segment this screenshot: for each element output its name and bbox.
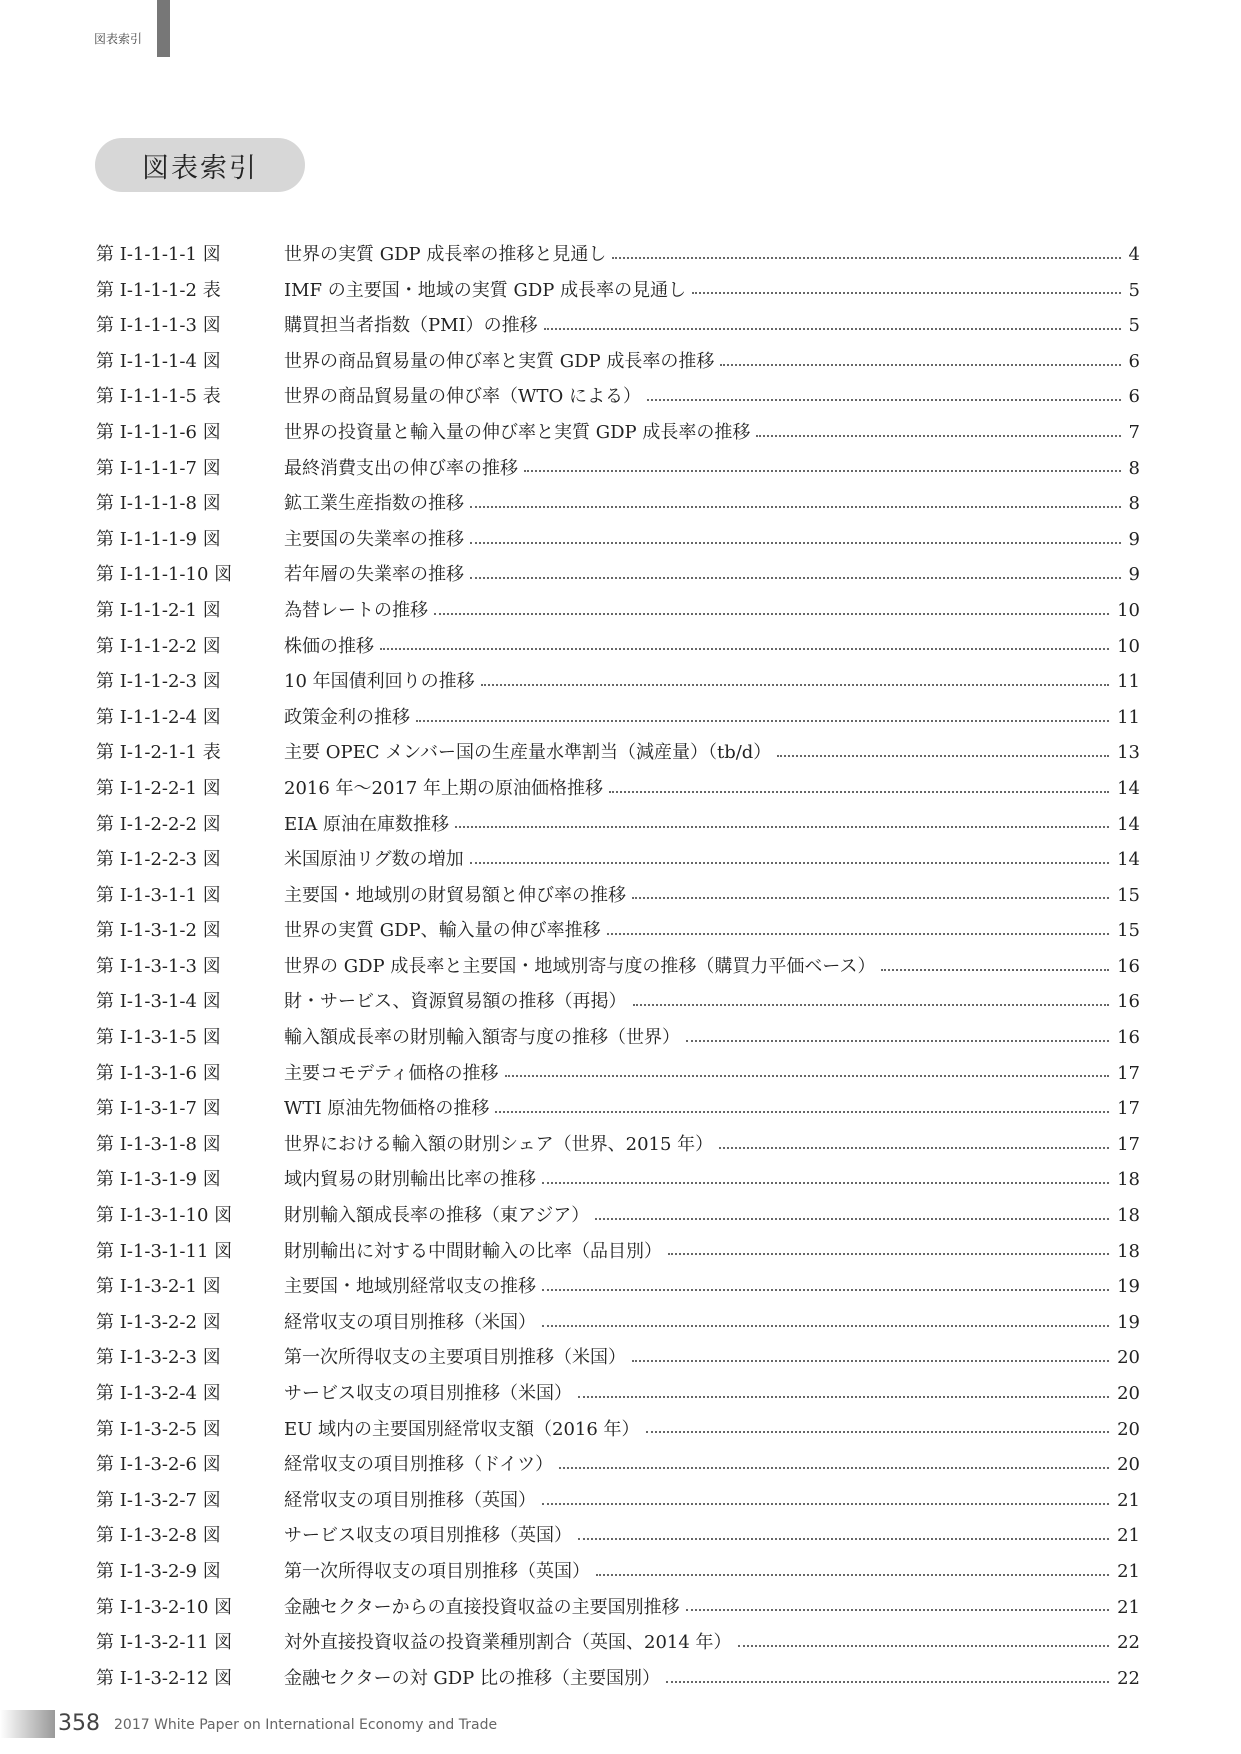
entry-title: 為替レートの推移: [284, 599, 428, 621]
entry-page: 4: [1128, 244, 1140, 265]
entry-page: 18: [1117, 1169, 1140, 1191]
dot-leader: [542, 1325, 1109, 1327]
entry-page: 9: [1128, 528, 1140, 550]
entry-page: 14: [1117, 777, 1140, 799]
running-head: 図表索引: [94, 32, 143, 46]
entry-number: 第 I-1-3-2-2 図: [96, 1311, 221, 1333]
entry-title: 経常収支の項目別推移（英国）: [284, 1489, 536, 1511]
dot-leader: [612, 257, 1120, 259]
entry-title: 輸入額成長率の財別輸入額寄与度の推移（世界）: [284, 1027, 680, 1049]
index-entry: [96, 842, 1140, 878]
entry-page: 14: [1117, 813, 1140, 835]
index-entry: [96, 913, 1140, 949]
index-entry: [96, 1269, 1140, 1305]
dot-leader: [481, 684, 1109, 686]
dot-leader: [686, 1040, 1109, 1042]
entry-title: 世界の商品貿易量の伸び率（WTO による）: [284, 386, 641, 408]
index-entry: [96, 451, 1140, 487]
entry-page: 19: [1117, 1311, 1140, 1333]
entry-number: 第 I-1-3-2-1 図: [96, 1276, 221, 1298]
index-entry: [96, 1447, 1140, 1483]
index-entry: [96, 629, 1140, 665]
entry-title: 10 年国債利回りの推移: [284, 671, 475, 693]
dot-leader: [756, 435, 1120, 437]
dot-leader: [505, 1075, 1110, 1077]
entry-title: 第一次所得収支の項目別推移（英国）: [284, 1560, 590, 1582]
entry-number: 第 I-1-1-2-3 図: [96, 671, 221, 693]
dot-leader: [542, 1289, 1109, 1291]
index-entry: [96, 807, 1140, 843]
entry-title: 金融セクターからの直接投資収益の主要国別推移: [284, 1596, 680, 1618]
entry-number: 第 I-1-1-1-10 図: [96, 564, 233, 586]
dot-leader: [380, 648, 1109, 650]
entry-page: 16: [1117, 991, 1140, 1013]
index-entry: [96, 1661, 1140, 1697]
entry-title: 域内貿易の財別輸出比率の推移: [284, 1169, 536, 1191]
entry-title: 世界の GDP 成長率と主要国・地域別寄与度の推移（購買力平価ベース）: [284, 955, 876, 977]
dot-leader: [881, 969, 1109, 971]
dot-leader: [609, 791, 1109, 793]
entry-title: 米国原油リグ数の増加: [284, 849, 464, 871]
entry-number: 第 I-1-3-2-8 図: [96, 1525, 221, 1547]
entry-title: サービス収支の項目別推移（米国）: [284, 1383, 572, 1404]
dot-leader: [632, 897, 1109, 899]
entry-title: EIA 原油在庫数推移: [284, 813, 449, 835]
index-entry: [96, 1056, 1140, 1092]
entry-number: 第 I-1-1-2-4 図: [96, 706, 221, 728]
entry-title: WTI 原油先物価格の推移: [284, 1098, 490, 1120]
entry-page: 17: [1117, 1062, 1140, 1084]
dot-leader: [455, 826, 1109, 828]
entry-title: 金融セクターの対 GDP 比の推移（主要国別）: [284, 1667, 661, 1689]
dot-leader: [666, 1681, 1109, 1683]
entry-page: 18: [1117, 1240, 1140, 1262]
entry-page: 8: [1128, 493, 1140, 515]
index-entry: [96, 415, 1140, 451]
entry-page: 22: [1117, 1632, 1140, 1654]
dot-leader: [578, 1396, 1109, 1398]
entry-number: 第 I-1-1-1-4 図: [96, 350, 221, 372]
index-entry: [96, 1554, 1140, 1590]
entry-page: 20: [1117, 1347, 1140, 1369]
entry-title: 第一次所得収支の主要項目別推移（米国）: [284, 1347, 626, 1369]
dot-leader: [668, 1253, 1109, 1255]
entry-page: 20: [1117, 1418, 1140, 1440]
entry-title: 鉱工業生産指数の推移: [284, 493, 464, 515]
entry-number: 第 I-1-3-1-5 図: [96, 1027, 221, 1049]
entry-page: 15: [1117, 884, 1140, 906]
index-entry: [96, 1340, 1140, 1376]
entry-number: 第 I-1-3-2-12 図: [96, 1667, 233, 1689]
header-bar: [157, 0, 170, 57]
figure-index-list: [96, 237, 1140, 1696]
entry-title: 最終消費支出の伸び率の推移: [284, 457, 518, 479]
dot-leader: [633, 1004, 1110, 1006]
entry-number: 第 I-1-3-2-10 図: [96, 1596, 233, 1618]
index-entry: [96, 1198, 1140, 1234]
entry-number: 第 I-1-1-1-7 図: [96, 457, 221, 479]
dot-leader: [470, 506, 1121, 508]
index-entry: [96, 486, 1140, 522]
entry-number: 第 I-1-1-1-9 図: [96, 528, 221, 550]
entry-title: 主要国の失業率の推移: [284, 528, 464, 550]
entry-page: 11: [1117, 671, 1140, 693]
entry-page: 6: [1128, 386, 1140, 408]
index-entry: [96, 735, 1140, 771]
dot-leader: [646, 1431, 1110, 1433]
entry-page: 20: [1117, 1454, 1140, 1476]
dot-leader: [686, 1609, 1109, 1611]
entry-number: 第 I-1-3-2-11 図: [96, 1632, 233, 1654]
entry-page: 11: [1117, 706, 1140, 728]
index-entry: [96, 1091, 1140, 1127]
dot-leader: [738, 1645, 1110, 1647]
index-entry: [96, 593, 1140, 629]
entry-title: 財・サービス、資源貿易額の推移（再掲）: [284, 991, 627, 1013]
index-entry: [96, 344, 1140, 380]
index-entry: [96, 1483, 1140, 1519]
entry-title: EU 域内の主要国別経常収支額（2016 年）: [284, 1418, 640, 1440]
entry-title: 購買担当者指数（PMI）の推移: [284, 315, 538, 337]
entry-number: 第 I-1-1-1-5 表: [96, 386, 221, 408]
index-entry: [96, 878, 1140, 914]
entry-number: 第 I-1-1-1-3 図: [96, 315, 221, 337]
entry-page: 21: [1117, 1489, 1140, 1511]
entry-page: 10: [1117, 635, 1140, 657]
entry-page: 18: [1117, 1205, 1140, 1227]
entry-page: 5: [1128, 279, 1140, 301]
index-entry: [96, 984, 1140, 1020]
entry-number: 第 I-1-3-1-3 図: [96, 955, 221, 977]
entry-number: 第 I-1-3-1-11 図: [96, 1240, 233, 1262]
entry-number: 第 I-1-3-2-5 図: [96, 1418, 221, 1440]
entry-page: 5: [1128, 315, 1140, 337]
index-entry: [96, 664, 1140, 700]
entry-number: 第 I-1-3-1-6 図: [96, 1062, 221, 1084]
entry-number: 第 I-1-2-2-3 図: [96, 849, 221, 871]
entry-page: 19: [1117, 1276, 1140, 1298]
dot-leader: [777, 755, 1109, 757]
dot-leader: [542, 1182, 1109, 1184]
entry-page: 21: [1117, 1560, 1140, 1582]
entry-page: 16: [1117, 955, 1140, 977]
entry-number: 第 I-1-3-2-7 図: [96, 1489, 221, 1511]
entry-page: 20: [1117, 1383, 1140, 1404]
entry-number: 第 I-1-1-1-6 図: [96, 421, 221, 443]
entry-number: 第 I-1-3-2-9 図: [96, 1560, 221, 1582]
dot-leader: [470, 577, 1121, 579]
entry-title: 対外直接投資収益の投資業種別割合（英国、2014 年）: [284, 1632, 732, 1654]
index-entry: [96, 273, 1140, 309]
index-entry: [96, 379, 1140, 415]
entry-number: 第 I-1-3-1-4 図: [96, 991, 221, 1013]
entry-number: 第 I-1-3-1-8 図: [96, 1133, 221, 1155]
entry-page: 21: [1117, 1596, 1140, 1618]
entry-number: 第 I-1-3-2-3 図: [96, 1347, 221, 1369]
entry-title: 主要国・地域別の財貿易額と伸び率の推移: [284, 884, 626, 906]
entry-page: 14: [1117, 849, 1140, 871]
index-entry: [96, 1518, 1140, 1554]
entry-number: 第 I-1-1-2-2 図: [96, 635, 221, 657]
index-entry: [96, 1234, 1140, 1270]
index-entry: [96, 1020, 1140, 1056]
entry-title: 主要コモデティ価格の推移: [284, 1062, 499, 1084]
dot-leader: [596, 1574, 1109, 1576]
entry-page: 22: [1117, 1667, 1140, 1689]
entry-title: 世界における輸入額の財別シェア（世界、2015 年）: [284, 1133, 714, 1155]
dot-leader: [542, 1503, 1109, 1505]
index-entry: [96, 1162, 1140, 1198]
index-entry: [96, 1305, 1140, 1341]
dot-leader: [434, 613, 1109, 615]
entry-page: 10: [1117, 599, 1140, 621]
dot-leader: [607, 933, 1109, 935]
index-entry: [96, 1412, 1140, 1448]
dot-leader: [495, 1111, 1109, 1113]
dot-leader: [632, 1360, 1109, 1362]
entry-page: 17: [1117, 1098, 1140, 1120]
entry-page: 13: [1117, 742, 1140, 764]
publication-title: 2017 White Paper on International Economy and Trade: [114, 1717, 498, 1733]
entry-number: 第 I-1-1-2-1 図: [96, 599, 221, 621]
entry-page: 16: [1117, 1027, 1140, 1049]
entry-title: 世界の実質 GDP、輸入量の伸び率推移: [284, 920, 601, 942]
index-entry: [96, 771, 1140, 807]
entry-title: 主要 OPEC メンバー国の生産量水準割当（減産量）（tb/d）: [284, 742, 772, 764]
entry-number: 第 I-1-3-2-4 図: [96, 1383, 221, 1404]
entry-number: 第 I-1-3-1-1 図: [96, 884, 221, 906]
index-entry: [96, 1625, 1140, 1661]
dot-leader: [544, 328, 1121, 330]
index-entry: [96, 557, 1140, 593]
entry-title: IMF の主要国・地域の実質 GDP 成長率の見通し: [284, 279, 687, 301]
entry-number: 第 I-1-1-1-1 図: [96, 244, 221, 265]
footer-gradient-bar: [0, 1710, 55, 1738]
entry-title: 世界の投資量と輸入量の伸び率と実質 GDP 成長率の推移: [284, 421, 751, 443]
entry-number: 第 I-1-3-1-2 図: [96, 920, 221, 942]
entry-page: 8: [1128, 457, 1140, 479]
dot-leader: [647, 399, 1121, 401]
entry-page: 15: [1117, 920, 1140, 942]
entry-number: 第 I-1-2-2-2 図: [96, 813, 221, 835]
entry-page: 21: [1117, 1525, 1140, 1547]
entry-title: サービス収支の項目別推移（英国）: [284, 1525, 572, 1547]
entry-title: 主要国・地域別経常収支の推移: [284, 1276, 536, 1298]
dot-leader: [470, 862, 1109, 864]
entry-title: 株価の推移: [284, 635, 374, 657]
entry-title: 経常収支の項目別推移（米国）: [284, 1311, 536, 1333]
dot-leader: [559, 1467, 1109, 1469]
dot-leader: [524, 470, 1121, 472]
entry-number: 第 I-1-3-1-10 図: [96, 1205, 233, 1227]
entry-title: 2016 年～2017 年上期の原油価格推移: [284, 777, 604, 799]
entry-title: 世界の実質 GDP 成長率の推移と見通し: [284, 244, 607, 265]
index-entry: [96, 949, 1140, 985]
dot-leader: [595, 1218, 1109, 1220]
entry-number: 第 I-1-2-1-1 表: [96, 742, 221, 764]
dot-leader: [720, 364, 1120, 366]
entry-page: 7: [1128, 421, 1140, 443]
entry-title: 財別輸出に対する中間財輸入の比率（品目別）: [284, 1240, 662, 1262]
dot-leader: [578, 1538, 1109, 1540]
entry-page: 6: [1128, 350, 1140, 372]
index-entry: [96, 1590, 1140, 1626]
dot-leader: [470, 542, 1121, 544]
entry-number: 第 I-1-3-1-9 図: [96, 1169, 221, 1191]
index-entry: [96, 522, 1140, 558]
index-entry: [96, 1127, 1140, 1163]
entry-number: 第 I-1-1-1-2 表: [96, 279, 221, 301]
entry-page: 17: [1117, 1133, 1140, 1155]
dot-leader: [719, 1147, 1109, 1149]
index-entry: [96, 308, 1140, 344]
entry-title: 若年層の失業率の推移: [284, 564, 464, 586]
section-title: 図表索引: [95, 138, 305, 192]
entry-page: 9: [1128, 564, 1140, 586]
entry-title: 政策金利の推移: [284, 706, 410, 728]
index-entry: [96, 237, 1140, 273]
index-entry: [96, 700, 1140, 736]
entry-number: 第 I-1-3-2-6 図: [96, 1454, 221, 1476]
entry-title: 世界の商品貿易量の伸び率と実質 GDP 成長率の推移: [284, 350, 715, 372]
index-entry: [96, 1376, 1140, 1412]
entry-number: 第 I-1-2-2-1 図: [96, 777, 221, 799]
entry-number: 第 I-1-1-1-8 図: [96, 493, 221, 515]
entry-title: 財別輸入額成長率の推移（東アジア）: [284, 1205, 590, 1227]
dot-leader: [692, 292, 1120, 294]
dot-leader: [416, 720, 1109, 722]
entry-number: 第 I-1-3-1-7 図: [96, 1098, 221, 1120]
page-number: 358: [58, 1711, 100, 1736]
entry-title: 経常収支の項目別推移（ドイツ）: [284, 1454, 554, 1476]
